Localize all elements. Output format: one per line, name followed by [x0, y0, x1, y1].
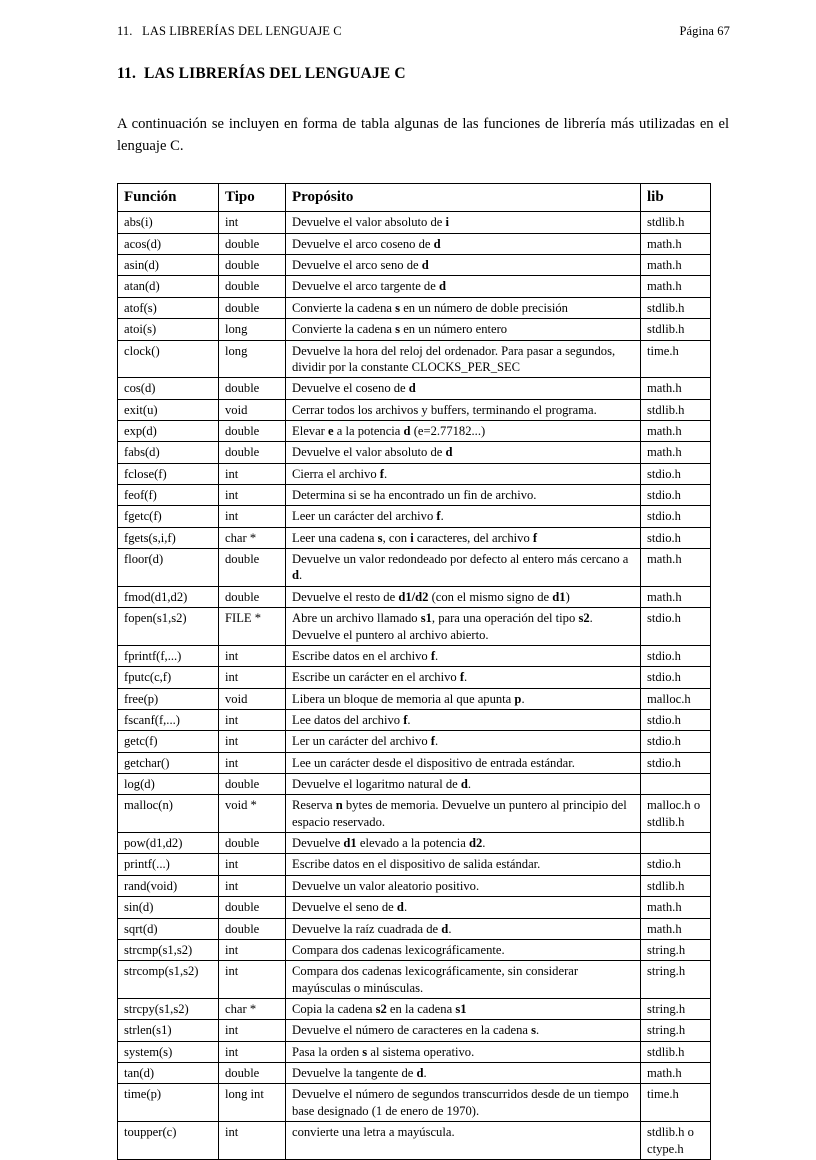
cell-type: FILE * — [219, 608, 286, 646]
cell-function: abs(i) — [118, 212, 219, 233]
table-row — [118, 688, 711, 709]
cell-type: int — [219, 752, 286, 773]
cell-type: int — [219, 463, 286, 484]
cell-lib: stdio.h — [641, 731, 711, 752]
cell-function: exit(u) — [118, 399, 219, 420]
cell-function: time(p) — [118, 1084, 219, 1122]
cell-function: getc(f) — [118, 731, 219, 752]
cell-lib: stdlib.h — [641, 399, 711, 420]
cell-description: Cerrar todos los archivos y buffers, terminando el programa. — [286, 399, 641, 420]
column-header-funcion: Función — [118, 184, 219, 212]
page-number: Página 67 — [679, 24, 730, 38]
cell-function: sqrt(d) — [118, 918, 219, 939]
table-row — [118, 485, 711, 506]
table-row — [118, 1084, 711, 1122]
cell-function: sin(d) — [118, 897, 219, 918]
cell-function: atof(s) — [118, 297, 219, 318]
cell-function: strcpy(s1,s2) — [118, 999, 219, 1020]
table-row — [118, 1122, 711, 1160]
cell-description: Cierra el archivo f. — [286, 463, 641, 484]
cell-description: Pasa la orden s al sistema operativo. — [286, 1041, 641, 1062]
cell-description: Copia la cadena s2 en la cadena s1 — [286, 999, 641, 1020]
table-row — [118, 233, 711, 254]
table-head — [118, 184, 711, 212]
cell-type: int — [219, 645, 286, 666]
table-row — [118, 774, 711, 795]
cell-lib: math.h — [641, 586, 711, 607]
cell-type: int — [219, 854, 286, 875]
intro-paragraph: A continuación se incluyen en forma de tabla algunas de las funciones de librería más utilizadas en el lenguaje C. — [117, 116, 729, 155]
table-row — [118, 549, 711, 587]
cell-lib: stdlib.h — [641, 319, 711, 340]
cell-lib — [641, 833, 711, 854]
cell-description: Devuelve el coseno de d — [286, 378, 641, 399]
cell-function: feof(f) — [118, 485, 219, 506]
cell-lib: math.h — [641, 897, 711, 918]
cell-function: fmod(d1,d2) — [118, 586, 219, 607]
cell-lib: time.h — [641, 340, 711, 378]
cell-lib: stdio.h — [641, 608, 711, 646]
cell-type: double — [219, 442, 286, 463]
table-row — [118, 586, 711, 607]
cell-lib: stdio.h — [641, 854, 711, 875]
cell-lib: stdio.h — [641, 506, 711, 527]
table-row — [118, 795, 711, 833]
cell-description: convierte una letra a mayúscula. — [286, 1122, 641, 1160]
cell-description: Devuelve el arco targente de d — [286, 276, 641, 297]
cell-type: int — [219, 667, 286, 688]
cell-lib: stdio.h — [641, 463, 711, 484]
cell-description: Devuelve d1 elevado a la potencia d2. — [286, 833, 641, 854]
cell-description: Devuelve el valor absoluto de d — [286, 442, 641, 463]
cell-description: Devuelve la raíz cuadrada de d. — [286, 918, 641, 939]
cell-function: acos(d) — [118, 233, 219, 254]
page-title: 11. LAS LIBRERÍAS DEL LENGUAJE C — [117, 65, 406, 82]
table-row — [118, 399, 711, 420]
cell-description: Convierte la cadena s en un número de doble precisión — [286, 297, 641, 318]
cell-lib: malloc.h o stdlib.h — [641, 795, 711, 833]
cell-lib: math.h — [641, 255, 711, 276]
cell-type: char * — [219, 527, 286, 548]
table-row — [118, 527, 711, 548]
table-row — [118, 319, 711, 340]
cell-lib: string.h — [641, 939, 711, 960]
cell-type: int — [219, 212, 286, 233]
cell-description: Devuelve el número de caracteres en la cadena s. — [286, 1020, 641, 1041]
cell-lib: math.h — [641, 442, 711, 463]
cell-description: Escribe datos en el archivo f. — [286, 645, 641, 666]
cell-function: fprintf(f,...) — [118, 645, 219, 666]
table-row — [118, 340, 711, 378]
cell-type: int — [219, 709, 286, 730]
cell-description: Devuelve un valor redondeado por defecto al entero más cercano a d. — [286, 549, 641, 587]
cell-type: double — [219, 1063, 286, 1084]
cell-lib: stdio.h — [641, 485, 711, 506]
cell-function: toupper(c) — [118, 1122, 219, 1160]
cell-lib: math.h — [641, 549, 711, 587]
cell-type: double — [219, 378, 286, 399]
cell-description: Reserva n bytes de memoria. Devuelve un puntero al principio del espacio reservado. — [286, 795, 641, 833]
cell-type: double — [219, 833, 286, 854]
cell-description: Convierte la cadena s en un número entero — [286, 319, 641, 340]
cell-lib: math.h — [641, 378, 711, 399]
cell-lib: string.h — [641, 1020, 711, 1041]
cell-lib: string.h — [641, 961, 711, 999]
cell-description: Lee un carácter desde el dispositivo de entrada estándar. — [286, 752, 641, 773]
cell-type: int — [219, 731, 286, 752]
cell-type: char * — [219, 999, 286, 1020]
cell-lib: stdlib.h o ctype.h — [641, 1122, 711, 1160]
cell-type: int — [219, 485, 286, 506]
cell-description: Lee datos del archivo f. — [286, 709, 641, 730]
cell-description: Devuelve el arco coseno de d — [286, 233, 641, 254]
cell-function: fgets(s,i,f) — [118, 527, 219, 548]
cell-type: int — [219, 1122, 286, 1160]
cell-type: int — [219, 1041, 286, 1062]
table-row — [118, 276, 711, 297]
table-row — [118, 939, 711, 960]
cell-function: fgetc(f) — [118, 506, 219, 527]
cell-lib: math.h — [641, 276, 711, 297]
cell-lib: stdio.h — [641, 667, 711, 688]
cell-description: Leer un carácter del archivo f. — [286, 506, 641, 527]
table-row — [118, 297, 711, 318]
column-header-lib: lib — [641, 184, 711, 212]
cell-type: double — [219, 297, 286, 318]
cell-type: double — [219, 255, 286, 276]
cell-function: floor(d) — [118, 549, 219, 587]
cell-type: void — [219, 688, 286, 709]
table-row — [118, 442, 711, 463]
cell-type: double — [219, 897, 286, 918]
cell-function: malloc(n) — [118, 795, 219, 833]
cell-type: double — [219, 276, 286, 297]
cell-lib: time.h — [641, 1084, 711, 1122]
cell-description: Elevar e a la potencia d (e=2.77182...) — [286, 420, 641, 441]
cell-description: Devuelve el arco seno de d — [286, 255, 641, 276]
cell-type: double — [219, 233, 286, 254]
cell-description: Compara dos cadenas lexicográficamente. — [286, 939, 641, 960]
cell-type: int — [219, 939, 286, 960]
cell-function: strcomp(s1,s2) — [118, 961, 219, 999]
cell-lib: stdlib.h — [641, 297, 711, 318]
cell-description: Devuelve el resto de d1/d2 (con el mismo signo de d1) — [286, 586, 641, 607]
table-row — [118, 667, 711, 688]
table-row — [118, 1063, 711, 1084]
table-row — [118, 420, 711, 441]
cell-description: Ler un carácter del archivo f. — [286, 731, 641, 752]
cell-lib: stdio.h — [641, 645, 711, 666]
cell-function: atoi(s) — [118, 319, 219, 340]
cell-description: Leer una cadena s, con i caracteres, del archivo f — [286, 527, 641, 548]
cell-type: long — [219, 340, 286, 378]
cell-function: strlen(s1) — [118, 1020, 219, 1041]
cell-lib: math.h — [641, 1063, 711, 1084]
cell-description: Escribe un carácter en el archivo f. — [286, 667, 641, 688]
cell-function: strcmp(s1,s2) — [118, 939, 219, 960]
table-row — [118, 709, 711, 730]
cell-type: void — [219, 399, 286, 420]
table-body — [118, 212, 711, 1160]
cell-lib: stdlib.h — [641, 1041, 711, 1062]
cell-lib — [641, 774, 711, 795]
column-header-proposito: Propósito — [286, 184, 641, 212]
running-header — [117, 24, 730, 39]
cell-description: Determina si se ha encontrado un fin de archivo. — [286, 485, 641, 506]
cell-function: cos(d) — [118, 378, 219, 399]
cell-lib: stdlib.h — [641, 875, 711, 896]
cell-function: getchar() — [118, 752, 219, 773]
cell-function: free(p) — [118, 688, 219, 709]
cell-type: int — [219, 875, 286, 896]
cell-lib: stdio.h — [641, 709, 711, 730]
table-row — [118, 608, 711, 646]
table-row — [118, 506, 711, 527]
table-row — [118, 731, 711, 752]
cell-type: int — [219, 1020, 286, 1041]
cell-type: long — [219, 319, 286, 340]
table-row — [118, 645, 711, 666]
cell-function: tan(d) — [118, 1063, 219, 1084]
table-row — [118, 1020, 711, 1041]
cell-function: exp(d) — [118, 420, 219, 441]
cell-description: Escribe datos en el dispositivo de salida estándar. — [286, 854, 641, 875]
cell-function: system(s) — [118, 1041, 219, 1062]
c-library-functions-table — [117, 183, 711, 1160]
cell-function: atan(d) — [118, 276, 219, 297]
table-row — [118, 1041, 711, 1062]
cell-lib: malloc.h — [641, 688, 711, 709]
cell-lib: math.h — [641, 420, 711, 441]
table-row — [118, 212, 711, 233]
cell-type: void * — [219, 795, 286, 833]
cell-type: double — [219, 420, 286, 441]
cell-type: double — [219, 774, 286, 795]
cell-type: double — [219, 549, 286, 587]
cell-function: fputc(c,f) — [118, 667, 219, 688]
cell-description: Devuelve la hora del reloj del ordenador. Para pasar a segundos, dividir por la constante CLOCKS_PER_SEC — [286, 340, 641, 378]
cell-lib: stdio.h — [641, 527, 711, 548]
table-row — [118, 255, 711, 276]
cell-function: log(d) — [118, 774, 219, 795]
cell-function: asin(d) — [118, 255, 219, 276]
cell-lib: math.h — [641, 918, 711, 939]
cell-description: Abre un archivo llamado s1, para una operación del tipo s2. Devuelve el puntero al archivo abierto. — [286, 608, 641, 646]
cell-description: Devuelve el seno de d. — [286, 897, 641, 918]
cell-function: rand(void) — [118, 875, 219, 896]
table-row — [118, 854, 711, 875]
cell-type: int — [219, 506, 286, 527]
cell-function: fscanf(f,...) — [118, 709, 219, 730]
cell-lib: math.h — [641, 233, 711, 254]
table-row — [118, 897, 711, 918]
table-header-row — [118, 184, 711, 212]
cell-description: Devuelve la tangente de d. — [286, 1063, 641, 1084]
table-row — [118, 752, 711, 773]
cell-function: fabs(d) — [118, 442, 219, 463]
cell-function: pow(d1,d2) — [118, 833, 219, 854]
table-row — [118, 875, 711, 896]
table-row — [118, 961, 711, 999]
cell-type: double — [219, 586, 286, 607]
cell-lib: string.h — [641, 999, 711, 1020]
cell-description: Devuelve el número de segundos transcurridos desde de un tiempo base designado (1 de enero de 1970). — [286, 1084, 641, 1122]
table-row — [118, 378, 711, 399]
table-row — [118, 918, 711, 939]
table-row — [118, 463, 711, 484]
cell-function: fopen(s1,s2) — [118, 608, 219, 646]
cell-description: Libera un bloque de memoria al que apunta p. — [286, 688, 641, 709]
cell-description: Devuelve el valor absoluto de i — [286, 212, 641, 233]
cell-function: printf(...) — [118, 854, 219, 875]
cell-lib: stdlib.h — [641, 212, 711, 233]
cell-function: fclose(f) — [118, 463, 219, 484]
cell-type: long int — [219, 1084, 286, 1122]
cell-description: Devuelve un valor aleatorio positivo. — [286, 875, 641, 896]
cell-type: int — [219, 961, 286, 999]
table-row — [118, 833, 711, 854]
column-header-tipo: Tipo — [219, 184, 286, 212]
cell-description: Compara dos cadenas lexicográficamente, sin considerar mayúsculas o minúsculas. — [286, 961, 641, 999]
cell-function: clock() — [118, 340, 219, 378]
table-row — [118, 999, 711, 1020]
cell-description: Devuelve el logaritmo natural de d. — [286, 774, 641, 795]
cell-lib: stdio.h — [641, 752, 711, 773]
running-header-title: 11. LAS LIBRERÍAS DEL LENGUAJE C — [117, 24, 342, 38]
cell-type: double — [219, 918, 286, 939]
